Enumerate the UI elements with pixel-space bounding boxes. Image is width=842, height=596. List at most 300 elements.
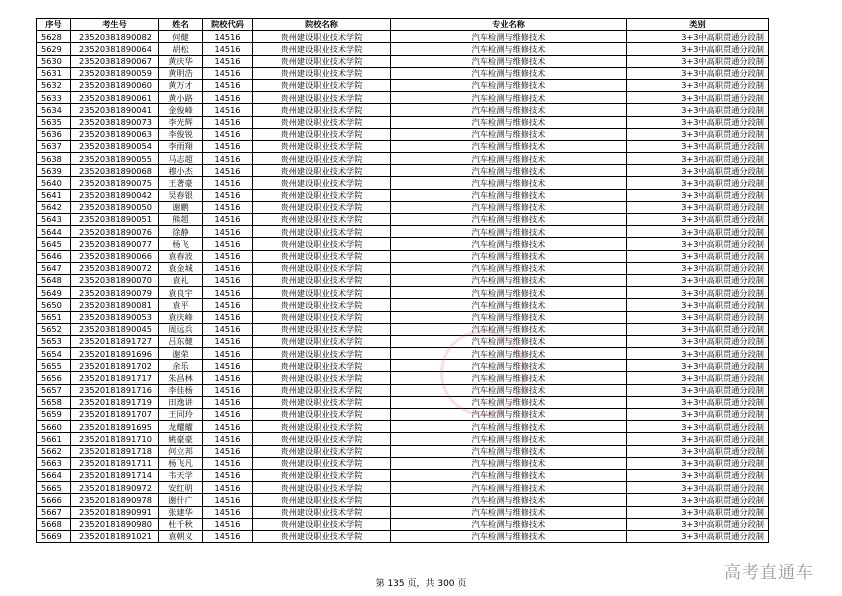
- cell-major: 汽车检测与维修技术: [391, 262, 627, 274]
- cell-major: 汽车检测与维修技术: [391, 67, 627, 79]
- admission-list-table: [36, 18, 769, 543]
- cell-major: 汽车检测与维修技术: [391, 335, 627, 347]
- cell-school-name: 贵州建设职业技术学院: [253, 311, 391, 323]
- cell-seq: 5651: [37, 311, 71, 323]
- cell-seq: 5637: [37, 140, 71, 152]
- cell-category: 3+3中高职贯通分段制: [627, 482, 769, 494]
- cell-school-code: 14516: [203, 299, 253, 311]
- cell-exam-id: 23520181891707: [71, 409, 159, 421]
- cell-major: 汽车检测与维修技术: [391, 177, 627, 189]
- cell-school-code: 14516: [203, 67, 253, 79]
- cell-major: 汽车检测与维修技术: [391, 165, 627, 177]
- cell-category: 3+3中高职贯通分段制: [627, 262, 769, 274]
- cell-name: 王同玲: [159, 409, 203, 421]
- cell-major: 汽车检测与维修技术: [391, 445, 627, 457]
- cell-school-name: 贵州建设职业技术学院: [253, 116, 391, 128]
- cell-exam-id: 23520181891727: [71, 335, 159, 347]
- cell-school-code: 14516: [203, 165, 253, 177]
- cell-exam-id: 23520381890073: [71, 116, 159, 128]
- cell-school-name: 贵州建设职业技术学院: [253, 226, 391, 238]
- cell-school-code: 14516: [203, 445, 253, 457]
- cell-school-name: 贵州建设职业技术学院: [253, 153, 391, 165]
- table-row: [37, 469, 769, 481]
- cell-seq: 5629: [37, 43, 71, 55]
- cell-major: 汽车检测与维修技术: [391, 92, 627, 104]
- cell-major: 汽车检测与维修技术: [391, 116, 627, 128]
- cell-exam-id: 23520181891711: [71, 457, 159, 469]
- cell-major: 汽车检测与维修技术: [391, 128, 627, 140]
- table-row: [37, 79, 769, 91]
- cell-seq: 5639: [37, 165, 71, 177]
- cell-category: 3+3中高职贯通分段制: [627, 530, 769, 542]
- table-row: [37, 140, 769, 152]
- cell-seq: 5653: [37, 335, 71, 347]
- cell-exam-id: 23520181891719: [71, 396, 159, 408]
- table-row: [37, 506, 769, 518]
- cell-major: 汽车检测与维修技术: [391, 79, 627, 91]
- cell-seq: 5649: [37, 287, 71, 299]
- cell-seq: 5663: [37, 457, 71, 469]
- cell-major: 汽车检测与维修技术: [391, 274, 627, 286]
- cell-name: 袁朝义: [159, 530, 203, 542]
- cell-exam-id: 23520381890060: [71, 79, 159, 91]
- cell-major: 汽车检测与维修技术: [391, 494, 627, 506]
- table-row: [37, 348, 769, 360]
- table-row: [37, 530, 769, 542]
- cell-exam-id: 23520181891021: [71, 530, 159, 542]
- cell-seq: 5640: [37, 177, 71, 189]
- cell-name: 金俊峰: [159, 104, 203, 116]
- cell-school-code: 14516: [203, 506, 253, 518]
- cell-major: 汽车检测与维修技术: [391, 348, 627, 360]
- table-row: [37, 384, 769, 396]
- cell-name: 胡松: [159, 43, 203, 55]
- cell-major: 汽车检测与维修技术: [391, 421, 627, 433]
- header-school-name: 院校名称: [253, 19, 391, 31]
- page-footer: 第 135 页，共 300 页: [375, 579, 467, 589]
- cell-school-code: 14516: [203, 457, 253, 469]
- cell-seq: 5630: [37, 55, 71, 67]
- cell-school-code: 14516: [203, 116, 253, 128]
- cell-school-name: 贵州建设职业技术学院: [253, 372, 391, 384]
- cell-seq: 5641: [37, 189, 71, 201]
- cell-category: 3+3中高职贯通分段制: [627, 457, 769, 469]
- cell-school-name: 贵州建设职业技术学院: [253, 323, 391, 335]
- cell-school-code: 14516: [203, 238, 253, 250]
- cell-exam-id: 23520181890978: [71, 494, 159, 506]
- cell-seq: 5642: [37, 201, 71, 213]
- cell-category: 3+3中高职贯通分段制: [627, 67, 769, 79]
- cell-school-code: 14516: [203, 335, 253, 347]
- cell-major: 汽车检测与维修技术: [391, 433, 627, 445]
- cell-exam-id: 23520381890072: [71, 262, 159, 274]
- cell-category: 3+3中高职贯通分段制: [627, 165, 769, 177]
- cell-major: 汽车检测与维修技术: [391, 457, 627, 469]
- cell-school-code: 14516: [203, 177, 253, 189]
- cell-name: 谢鹏: [159, 201, 203, 213]
- cell-school-name: 贵州建设职业技术学院: [253, 189, 391, 201]
- cell-major: 汽车检测与维修技术: [391, 530, 627, 542]
- cell-school-name: 贵州建设职业技术学院: [253, 177, 391, 189]
- table-row: [37, 518, 769, 530]
- cell-major: 汽车检测与维修技术: [391, 201, 627, 213]
- cell-name: 袁礼: [159, 274, 203, 286]
- cell-seq: 5628: [37, 31, 71, 43]
- cell-category: 3+3中高职贯通分段制: [627, 128, 769, 140]
- cell-category: 3+3中高职贯通分段制: [627, 396, 769, 408]
- cell-category: 3+3中高职贯通分段制: [627, 445, 769, 457]
- table-row: [37, 165, 769, 177]
- cell-seq: 5636: [37, 128, 71, 140]
- table-row: [37, 201, 769, 213]
- cell-name: 周远兵: [159, 323, 203, 335]
- cell-school-name: 贵州建设职业技术学院: [253, 92, 391, 104]
- cell-major: 汽车检测与维修技术: [391, 226, 627, 238]
- cell-exam-id: 23520381890082: [71, 31, 159, 43]
- cell-category: 3+3中高职贯通分段制: [627, 55, 769, 67]
- header-category: 类别: [627, 19, 769, 31]
- table-row: [37, 323, 769, 335]
- cell-exam-id: 23520381890063: [71, 128, 159, 140]
- cell-school-code: 14516: [203, 384, 253, 396]
- cell-major: 汽车检测与维修技术: [391, 311, 627, 323]
- cell-name: 安红明: [159, 482, 203, 494]
- cell-major: 汽车检测与维修技术: [391, 469, 627, 481]
- cell-name: 袁春波: [159, 250, 203, 262]
- cell-major: 汽车检测与维修技术: [391, 506, 627, 518]
- cell-name: 徐静: [159, 226, 203, 238]
- cell-major: 汽车检测与维修技术: [391, 55, 627, 67]
- table-row: [37, 372, 769, 384]
- cell-category: 3+3中高职贯通分段制: [627, 189, 769, 201]
- cell-exam-id: 23520381890051: [71, 214, 159, 226]
- cell-school-code: 14516: [203, 372, 253, 384]
- cell-exam-id: 23520381890081: [71, 299, 159, 311]
- cell-category: 3+3中高职贯通分段制: [627, 433, 769, 445]
- cell-school-name: 贵州建设职业技术学院: [253, 55, 391, 67]
- cell-exam-id: 23520381890059: [71, 67, 159, 79]
- cell-seq: 5656: [37, 372, 71, 384]
- cell-category: 3+3中高职贯通分段制: [627, 518, 769, 530]
- cell-category: 3+3中高职贯通分段制: [627, 421, 769, 433]
- cell-exam-id: 23520381890054: [71, 140, 159, 152]
- cell-category: 3+3中高职贯通分段制: [627, 214, 769, 226]
- cell-seq: 5655: [37, 360, 71, 372]
- cell-school-code: 14516: [203, 469, 253, 481]
- cell-name: 杜千秋: [159, 518, 203, 530]
- cell-category: 3+3中高职贯通分段制: [627, 79, 769, 91]
- brand-logo: 高考直通车: [724, 563, 814, 583]
- cell-school-code: 14516: [203, 92, 253, 104]
- cell-seq: 5662: [37, 445, 71, 457]
- cell-exam-id: 23520181891718: [71, 445, 159, 457]
- cell-name: 吕东健: [159, 335, 203, 347]
- cell-school-code: 14516: [203, 189, 253, 201]
- table-row: [37, 421, 769, 433]
- cell-major: 汽车检测与维修技术: [391, 409, 627, 421]
- cell-school-name: 贵州建设职业技术学院: [253, 79, 391, 91]
- cell-name: 谢荣: [159, 348, 203, 360]
- table-row: [37, 299, 769, 311]
- cell-school-name: 贵州建设职业技术学院: [253, 518, 391, 530]
- cell-category: 3+3中高职贯通分段制: [627, 31, 769, 43]
- table-body: [37, 31, 769, 543]
- cell-category: 3+3中高职贯通分段制: [627, 384, 769, 396]
- cell-seq: 5644: [37, 226, 71, 238]
- cell-category: 3+3中高职贯通分段制: [627, 274, 769, 286]
- cell-major: 汽车检测与维修技术: [391, 396, 627, 408]
- cell-school-name: 贵州建设职业技术学院: [253, 530, 391, 542]
- cell-major: 汽车检测与维修技术: [391, 43, 627, 55]
- cell-school-code: 14516: [203, 214, 253, 226]
- cell-exam-id: 23520381890068: [71, 165, 159, 177]
- cell-school-name: 贵州建设职业技术学院: [253, 238, 391, 250]
- cell-category: 3+3中高职贯通分段制: [627, 287, 769, 299]
- cell-school-code: 14516: [203, 128, 253, 140]
- cell-name: 袁良宇: [159, 287, 203, 299]
- cell-name: 黄庆华: [159, 55, 203, 67]
- cell-school-name: 贵州建设职业技术学院: [253, 433, 391, 445]
- cell-seq: 5652: [37, 323, 71, 335]
- cell-exam-id: 23520381890076: [71, 226, 159, 238]
- header-major: 专业名称: [391, 19, 627, 31]
- cell-name: 袁金城: [159, 262, 203, 274]
- cell-school-name: 贵州建设职业技术学院: [253, 360, 391, 372]
- cell-name: 熊超: [159, 214, 203, 226]
- cell-seq: 5664: [37, 469, 71, 481]
- cell-major: 汽车检测与维修技术: [391, 214, 627, 226]
- cell-major: 汽车检测与维修技术: [391, 104, 627, 116]
- cell-category: 3+3中高职贯通分段制: [627, 201, 769, 213]
- cell-exam-id: 23520381890075: [71, 177, 159, 189]
- cell-category: 3+3中高职贯通分段制: [627, 238, 769, 250]
- table-row: [37, 287, 769, 299]
- cell-school-code: 14516: [203, 79, 253, 91]
- cell-name: 杨飞: [159, 238, 203, 250]
- cell-name: 穆小杰: [159, 165, 203, 177]
- cell-school-name: 贵州建设职业技术学院: [253, 335, 391, 347]
- table-row: [37, 128, 769, 140]
- table-row: [37, 274, 769, 286]
- cell-school-name: 贵州建设职业技术学院: [253, 140, 391, 152]
- cell-category: 3+3中高职贯通分段制: [627, 140, 769, 152]
- cell-category: 3+3中高职贯通分段制: [627, 323, 769, 335]
- cell-school-name: 贵州建设职业技术学院: [253, 469, 391, 481]
- cell-major: 汽车检测与维修技术: [391, 189, 627, 201]
- cell-major: 汽车检测与维修技术: [391, 31, 627, 43]
- cell-school-code: 14516: [203, 433, 253, 445]
- cell-exam-id: 23520381890041: [71, 104, 159, 116]
- cell-exam-id: 23520381890064: [71, 43, 159, 55]
- cell-school-code: 14516: [203, 311, 253, 323]
- cell-exam-id: 23520181891695: [71, 421, 159, 433]
- cell-category: 3+3中高职贯通分段制: [627, 153, 769, 165]
- cell-category: 3+3中高职贯通分段制: [627, 226, 769, 238]
- cell-category: 3+3中高职贯通分段制: [627, 469, 769, 481]
- table-row: [37, 104, 769, 116]
- cell-school-name: 贵州建设职业技术学院: [253, 274, 391, 286]
- cell-name: 李佳杨: [159, 384, 203, 396]
- cell-name: 龙耀耀: [159, 421, 203, 433]
- cell-major: 汽车检测与维修技术: [391, 384, 627, 396]
- cell-major: 汽车检测与维修技术: [391, 287, 627, 299]
- cell-school-name: 贵州建设职业技术学院: [253, 409, 391, 421]
- table-row: [37, 214, 769, 226]
- cell-seq: 5669: [37, 530, 71, 542]
- cell-name: 何健: [159, 31, 203, 43]
- table-row: [37, 409, 769, 421]
- cell-seq: 5635: [37, 116, 71, 128]
- cell-school-name: 贵州建设职业技术学院: [253, 348, 391, 360]
- cell-exam-id: 23520381890067: [71, 55, 159, 67]
- cell-category: 3+3中高职贯通分段制: [627, 250, 769, 262]
- cell-major: 汽车检测与维修技术: [391, 518, 627, 530]
- cell-exam-id: 23520181891716: [71, 384, 159, 396]
- cell-name: 杨飞凡: [159, 457, 203, 469]
- cell-name: 袁庆峰: [159, 311, 203, 323]
- table-row: [37, 92, 769, 104]
- watermark-seal: [440, 330, 526, 416]
- cell-name: 吴春银: [159, 189, 203, 201]
- cell-exam-id: 23520181890972: [71, 482, 159, 494]
- cell-exam-id: 23520381890061: [71, 92, 159, 104]
- cell-exam-id: 23520381890042: [71, 189, 159, 201]
- cell-seq: 5665: [37, 482, 71, 494]
- cell-seq: 5643: [37, 214, 71, 226]
- cell-seq: 5648: [37, 274, 71, 286]
- cell-school-name: 贵州建设职业技术学院: [253, 43, 391, 55]
- cell-school-name: 贵州建设职业技术学院: [253, 384, 391, 396]
- table-row: [37, 335, 769, 347]
- cell-exam-id: 23520181891696: [71, 348, 159, 360]
- cell-category: 3+3中高职贯通分段制: [627, 311, 769, 323]
- cell-major: 汽车检测与维修技术: [391, 372, 627, 384]
- cell-school-code: 14516: [203, 201, 253, 213]
- cell-seq: 5667: [37, 506, 71, 518]
- cell-major: 汽车检测与维修技术: [391, 323, 627, 335]
- cell-school-code: 14516: [203, 396, 253, 408]
- cell-seq: 5647: [37, 262, 71, 274]
- header-seq: 序号: [37, 19, 71, 31]
- cell-name: 黄明浩: [159, 67, 203, 79]
- cell-name: 黄小路: [159, 92, 203, 104]
- cell-exam-id: 23520381890053: [71, 311, 159, 323]
- cell-seq: 5661: [37, 433, 71, 445]
- cell-exam-id: 23520381890050: [71, 201, 159, 213]
- cell-major: 汽车检测与维修技术: [391, 238, 627, 250]
- cell-seq: 5634: [37, 104, 71, 116]
- cell-school-code: 14516: [203, 226, 253, 238]
- cell-category: 3+3中高职贯通分段制: [627, 92, 769, 104]
- table-row: [37, 238, 769, 250]
- cell-name: 张建华: [159, 506, 203, 518]
- cell-exam-id: 23520181891702: [71, 360, 159, 372]
- cell-major: 汽车检测与维修技术: [391, 153, 627, 165]
- cell-school-name: 贵州建设职业技术学院: [253, 262, 391, 274]
- table-row: [37, 226, 769, 238]
- cell-school-name: 贵州建设职业技术学院: [253, 506, 391, 518]
- cell-category: 3+3中高职贯通分段制: [627, 43, 769, 55]
- cell-school-code: 14516: [203, 323, 253, 335]
- cell-seq: 5654: [37, 348, 71, 360]
- cell-seq: 5650: [37, 299, 71, 311]
- cell-name: 黄万才: [159, 79, 203, 91]
- header-name: 姓名: [159, 19, 203, 31]
- cell-school-name: 贵州建设职业技术学院: [253, 250, 391, 262]
- cell-seq: 5645: [37, 238, 71, 250]
- table-row: [37, 177, 769, 189]
- cell-school-name: 贵州建设职业技术学院: [253, 457, 391, 469]
- table-row: [37, 433, 769, 445]
- cell-major: 汽车检测与维修技术: [391, 360, 627, 372]
- cell-school-code: 14516: [203, 348, 253, 360]
- cell-school-code: 14516: [203, 530, 253, 542]
- table-row: [37, 67, 769, 79]
- cell-name: 谢什广: [159, 494, 203, 506]
- cell-seq: 5631: [37, 67, 71, 79]
- cell-name: 李俊锐: [159, 128, 203, 140]
- cell-exam-id: 23520181891714: [71, 469, 159, 481]
- cell-school-name: 贵州建设职业技术学院: [253, 128, 391, 140]
- cell-school-code: 14516: [203, 140, 253, 152]
- cell-school-code: 14516: [203, 262, 253, 274]
- cell-exam-id: 23520181891717: [71, 372, 159, 384]
- header-exam-id: 考生号: [71, 19, 159, 31]
- cell-name: 韦天学: [159, 469, 203, 481]
- cell-school-name: 贵州建设职业技术学院: [253, 214, 391, 226]
- cell-major: 汽车检测与维修技术: [391, 140, 627, 152]
- cell-school-code: 14516: [203, 250, 253, 262]
- table-row: [37, 445, 769, 457]
- cell-school-code: 14516: [203, 31, 253, 43]
- cell-name: 马志超: [159, 153, 203, 165]
- table-row: [37, 457, 769, 469]
- cell-school-name: 贵州建设职业技术学院: [253, 445, 391, 457]
- cell-major: 汽车检测与维修技术: [391, 299, 627, 311]
- cell-category: 3+3中高职贯通分段制: [627, 372, 769, 384]
- cell-exam-id: 23520181890980: [71, 518, 159, 530]
- cell-seq: 5646: [37, 250, 71, 262]
- cell-category: 3+3中高职贯通分段制: [627, 335, 769, 347]
- table-row: [37, 189, 769, 201]
- cell-school-code: 14516: [203, 43, 253, 55]
- cell-exam-id: 23520381890066: [71, 250, 159, 262]
- cell-category: 3+3中高职贯通分段制: [627, 177, 769, 189]
- cell-seq: 5657: [37, 384, 71, 396]
- cell-school-code: 14516: [203, 153, 253, 165]
- cell-school-name: 贵州建设职业技术学院: [253, 104, 391, 116]
- cell-school-code: 14516: [203, 55, 253, 67]
- cell-seq: 5659: [37, 409, 71, 421]
- cell-school-code: 14516: [203, 360, 253, 372]
- cell-school-code: 14516: [203, 104, 253, 116]
- cell-name: 朱昌林: [159, 372, 203, 384]
- table-row: [37, 43, 769, 55]
- cell-category: 3+3中高职贯通分段制: [627, 494, 769, 506]
- cell-name: 王著豪: [159, 177, 203, 189]
- table-row: [37, 360, 769, 372]
- cell-school-name: 贵州建设职业技术学院: [253, 482, 391, 494]
- cell-school-name: 贵州建设职业技术学院: [253, 31, 391, 43]
- cell-seq: 5638: [37, 153, 71, 165]
- cell-exam-id: 23520381890055: [71, 153, 159, 165]
- cell-name: 何立邦: [159, 445, 203, 457]
- cell-school-name: 贵州建设职业技术学院: [253, 421, 391, 433]
- table-row: [37, 262, 769, 274]
- table-row: [37, 116, 769, 128]
- cell-school-name: 贵州建设职业技术学院: [253, 201, 391, 213]
- cell-seq: 5658: [37, 396, 71, 408]
